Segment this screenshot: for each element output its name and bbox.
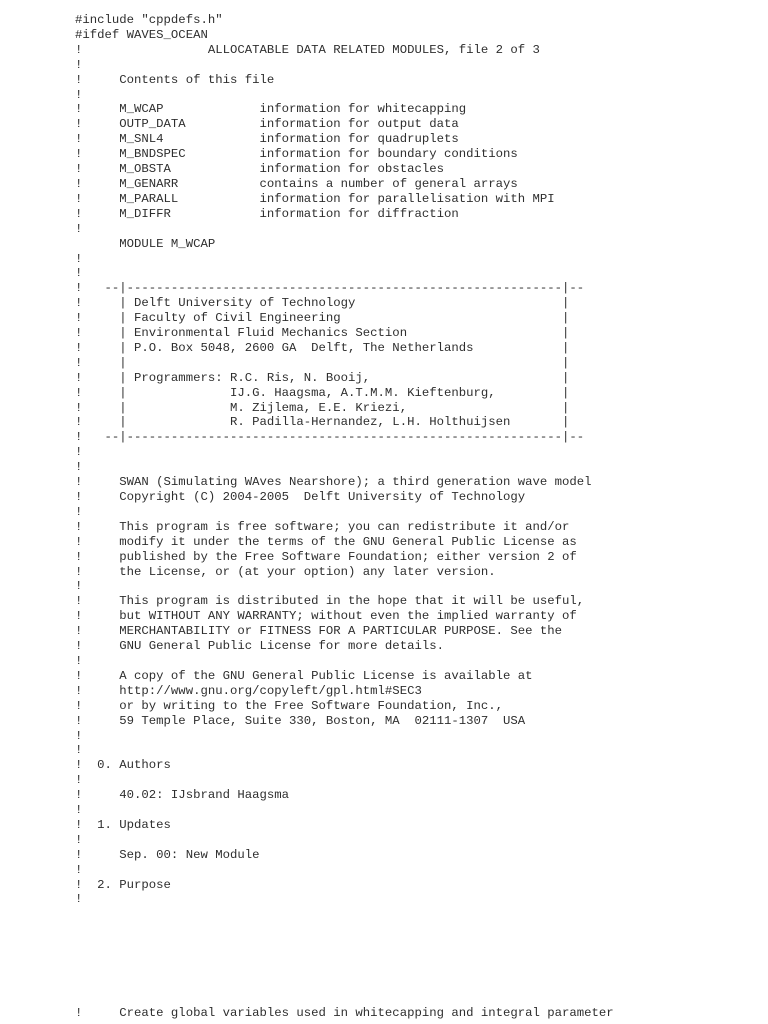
code-line: #include "cppdefs.h" [75,13,223,27]
code-line: ! [75,579,83,594]
code-line: ! This program is distributed in the hope that it will be useful, [75,594,585,609]
code-line: ! [75,504,83,519]
code-line: ! [75,87,83,102]
code-line: ! or by writing to the Free Software Foundation, Inc., [75,698,504,713]
code-line: ! published by the Free Software Foundation; either version 2 of [75,549,577,564]
code-line: ! OUTP_DATA information for output data [75,117,459,132]
code-line: ! | Faculty of Civil Engineering | [75,311,570,326]
code-line: ! M_GENARR contains a number of general arrays [75,176,518,191]
code-line: ! A copy of the GNU General Public License is available at [75,668,533,683]
code-line: ! [75,460,83,475]
code-line: #ifdef WAVES_OCEAN [75,27,208,42]
code-line: ! [75,57,83,72]
code-line: ! | P.O. Box 5048, 2600 GA Delft, The Netherlands | [75,340,570,355]
source-code-listing [75,13,755,907]
code-line: ! | IJ.G. Haagsma, A.T.M.M. Kieftenburg, | [75,385,570,400]
code-line: ! [75,221,83,236]
code-line: ! M_WCAP information for whitecapping [75,102,467,117]
code-line: ! M_DIFFR information for diffraction [75,206,459,221]
code-line: ! Contents of this file [75,72,275,87]
code-line: ! [75,743,83,758]
code-line: ! M_BNDSPEC information for boundary conditions [75,147,518,162]
code-line: ! [75,832,83,847]
code-line: ! Sep. 00: New Module [75,847,260,862]
code-line: ! M_SNL4 information for quadruplets [75,132,459,147]
code-line: ! 0. Authors [75,758,171,773]
code-line: ! | Programmers: R.C. Ris, N. Booij, | [75,370,570,385]
code-line-purpose-text: ! Create global variables used in whitecapping and integral parameter [75,1006,614,1020]
code-line: ! [75,445,83,460]
code-line: ! Copyright (C) 2004-2005 Delft University of Technology [75,490,526,504]
code-line: ! GNU General Public License for more details. [75,639,444,654]
code-line: ! SWAN (Simulating WAves Nearshore); a third generation wave model [75,475,592,490]
code-line: ! [75,266,83,281]
code-line: ! [75,892,83,907]
code-line: ! --|-----------------------------------------------------------|-- [75,281,585,296]
code-line: MODULE M_WCAP [75,236,216,251]
code-line: ! M_PARALL information for parallelisation with MPI [75,191,555,206]
code-line: ! 1. Updates [75,817,171,832]
code-line: ! but WITHOUT ANY WARRANTY; without even the implied warranty of [75,609,577,624]
code-line: ! MERCHANTABILITY or FITNESS FOR A PARTICULAR PURPOSE. See the [75,624,563,639]
code-line: ! [75,251,83,266]
code-line: ! --|-----------------------------------------------------------|-- [75,430,585,445]
code-line: ! ALLOCATABLE DATA RELATED MODULES, file 2 of 3 [75,42,540,57]
code-line: ! the License, or (at your option) any later version. [75,564,496,579]
code-line: ! | M. Zijlema, E.E. Kriezi, | [75,400,570,415]
code-line: ! 40.02: IJsbrand Haagsma [75,788,290,803]
code-line: ! This program is free software; you can redistribute it and/or [75,519,570,534]
code-line: ! modify it under the terms of the GNU General Public License as [75,534,577,549]
code-line: ! http://www.gnu.org/copyleft/gpl.html#SEC3 [75,683,422,698]
code-line: ! [75,862,83,877]
code-line: ! M_OBSTA information for obstacles [75,162,444,177]
code-line: ! | Delft University of Technology | [75,296,570,311]
code-line: ! [75,803,83,818]
code-line: ! 59 Temple Place, Suite 330, Boston, MA 02111-1307 USA [75,713,526,728]
code-line: ! | | [75,355,570,370]
code-line: ! | R. Padilla-Hernandez, L.H. Holthuijsen | [75,415,570,430]
code-line: ! [75,653,83,668]
code-line: ! 2. Purpose [75,877,171,892]
code-line: ! | Environmental Fluid Mechanics Section | [75,326,570,341]
code-line: ! [75,728,83,743]
code-line: ! [75,773,83,788]
